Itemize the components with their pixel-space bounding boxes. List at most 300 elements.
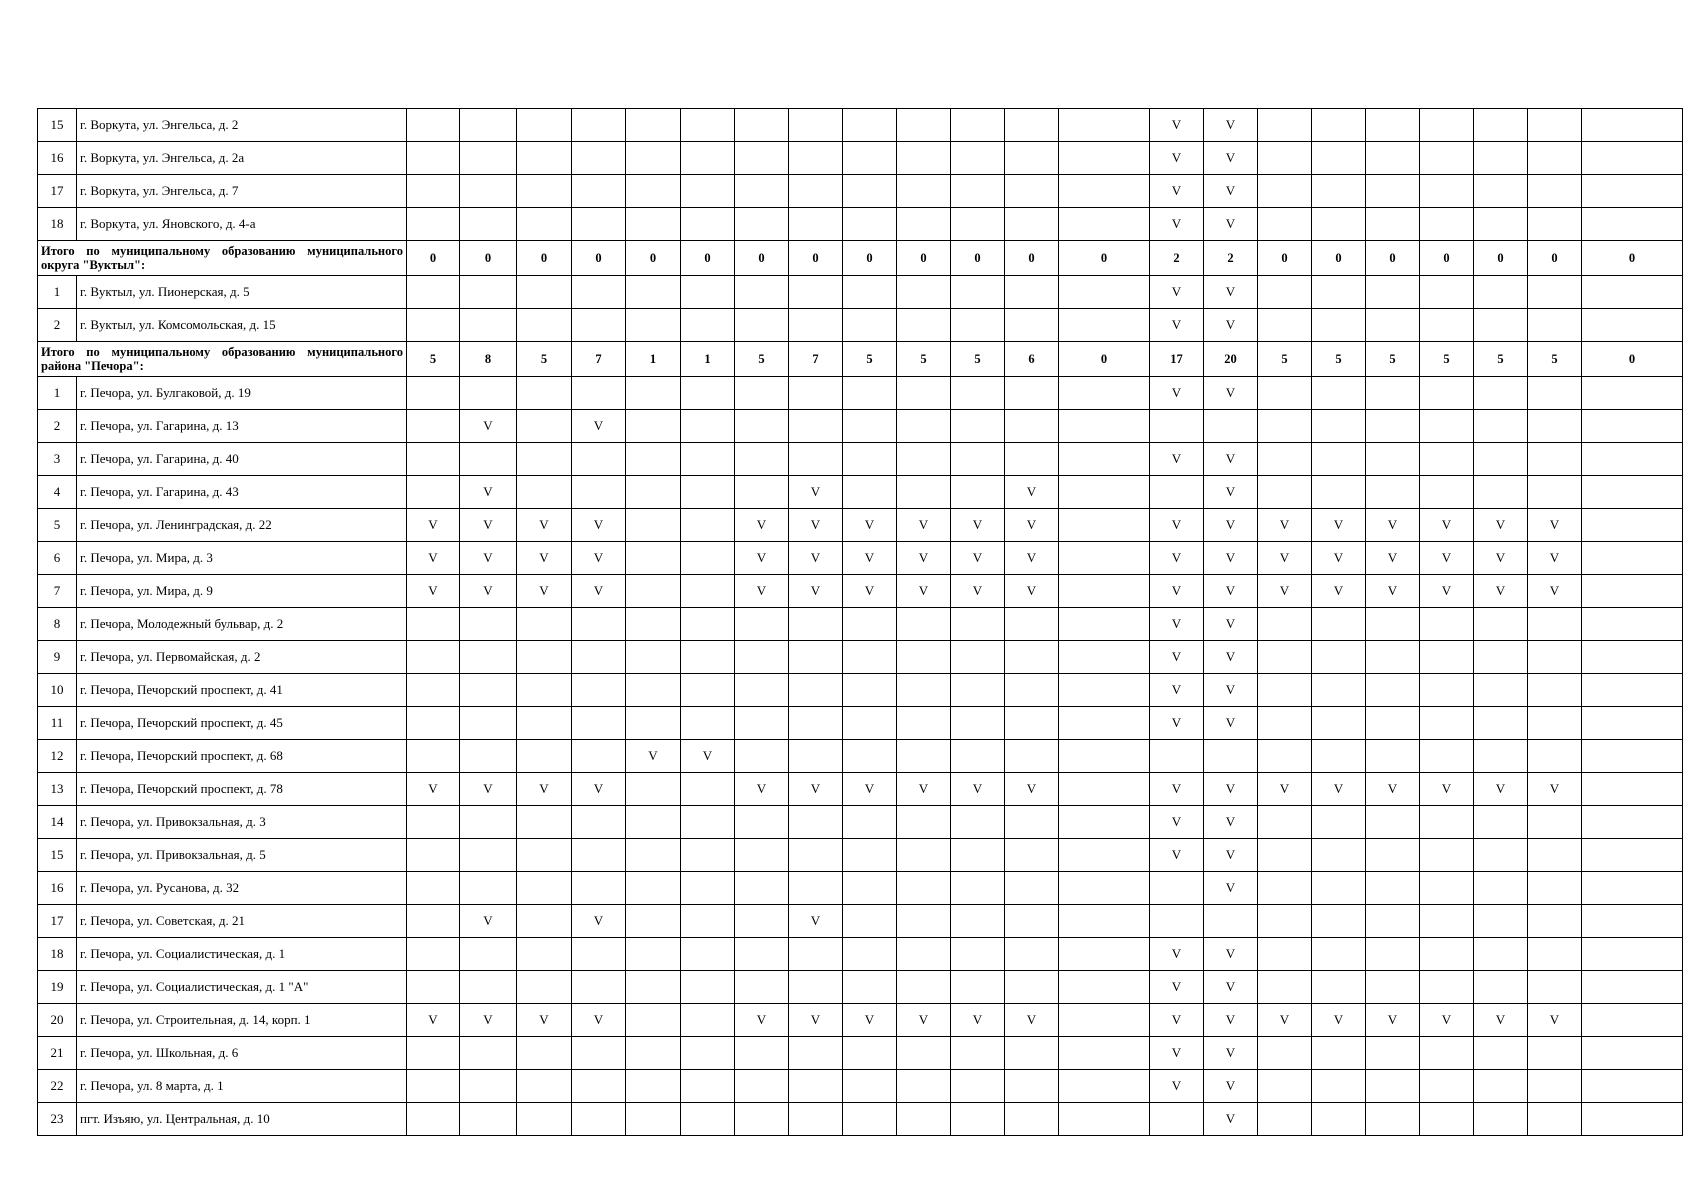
empty-cell <box>1474 1103 1528 1136</box>
empty-cell <box>517 1070 572 1103</box>
empty-cell <box>843 608 897 641</box>
empty-cell <box>1258 476 1312 509</box>
empty-cell <box>1312 377 1366 410</box>
total-value-cell: 0 <box>897 241 951 276</box>
mark-cell: V <box>1204 109 1258 142</box>
address-cell: г. Печора, ул. Ленинградская, д. 22 <box>77 509 407 542</box>
empty-cell <box>1312 608 1366 641</box>
empty-cell <box>735 872 789 905</box>
mark-cell: V <box>1474 773 1528 806</box>
mark-cell: V <box>1150 707 1204 740</box>
empty-cell <box>843 674 897 707</box>
empty-cell <box>572 872 626 905</box>
mark-cell: V <box>1474 542 1528 575</box>
empty-cell <box>1366 377 1420 410</box>
mark-cell: V <box>1150 806 1204 839</box>
mark-cell: V <box>735 1004 789 1037</box>
mark-cell: V <box>681 740 735 773</box>
empty-cell <box>626 276 681 309</box>
empty-cell <box>1059 1070 1150 1103</box>
table-row <box>38 1070 1683 1103</box>
empty-cell <box>1366 443 1420 476</box>
empty-cell <box>1420 707 1474 740</box>
empty-cell <box>897 377 951 410</box>
empty-cell <box>1258 276 1312 309</box>
empty-cell <box>626 142 681 175</box>
mark-cell: V <box>789 509 843 542</box>
empty-cell <box>1312 938 1366 971</box>
empty-cell <box>517 476 572 509</box>
empty-cell <box>1420 1037 1474 1070</box>
empty-cell <box>572 1070 626 1103</box>
empty-cell <box>1366 938 1420 971</box>
mark-cell: V <box>1150 938 1204 971</box>
empty-cell <box>517 806 572 839</box>
empty-cell <box>681 443 735 476</box>
empty-cell <box>1005 806 1059 839</box>
empty-cell <box>1059 905 1150 938</box>
mark-cell: V <box>407 1004 460 1037</box>
empty-cell <box>681 309 735 342</box>
mark-cell: V <box>1204 641 1258 674</box>
total-label: Итого по муниципальному образованию муниципального округа "Вуктыл": <box>38 241 407 276</box>
empty-cell <box>517 410 572 443</box>
empty-cell <box>517 208 572 241</box>
table-row <box>38 608 1683 641</box>
empty-cell <box>1528 1037 1582 1070</box>
empty-cell <box>1312 276 1366 309</box>
total-value-cell: 0 <box>1528 241 1582 276</box>
empty-cell <box>897 276 951 309</box>
empty-cell <box>626 806 681 839</box>
empty-cell <box>1059 276 1150 309</box>
empty-cell <box>1312 476 1366 509</box>
empty-cell <box>1005 707 1059 740</box>
empty-cell <box>626 575 681 608</box>
mark-cell: V <box>572 509 626 542</box>
total-value-cell: 0 <box>843 241 897 276</box>
address-cell: г. Печора, Печорский проспект, д. 78 <box>77 773 407 806</box>
empty-cell <box>897 1037 951 1070</box>
empty-cell <box>1528 1103 1582 1136</box>
empty-cell <box>626 707 681 740</box>
empty-cell <box>1059 707 1150 740</box>
row-number: 17 <box>38 905 77 938</box>
total-value-cell: 5 <box>897 342 951 377</box>
empty-cell <box>681 377 735 410</box>
empty-cell <box>951 443 1005 476</box>
empty-cell <box>1258 309 1312 342</box>
total-value-cell: 0 <box>407 241 460 276</box>
empty-cell <box>789 1037 843 1070</box>
empty-cell <box>1258 109 1312 142</box>
empty-cell <box>1366 707 1420 740</box>
empty-cell <box>1528 839 1582 872</box>
empty-cell <box>1366 905 1420 938</box>
empty-cell <box>897 905 951 938</box>
empty-cell <box>1258 608 1312 641</box>
empty-cell <box>572 1103 626 1136</box>
mark-cell: V <box>1474 509 1528 542</box>
total-value-cell: 0 <box>1059 241 1150 276</box>
empty-cell <box>843 872 897 905</box>
empty-cell <box>1366 276 1420 309</box>
empty-cell <box>1366 476 1420 509</box>
empty-cell <box>1059 476 1150 509</box>
empty-cell <box>1312 109 1366 142</box>
empty-cell <box>897 410 951 443</box>
empty-cell <box>1258 410 1312 443</box>
row-number: 23 <box>38 1103 77 1136</box>
empty-cell <box>843 971 897 1004</box>
empty-cell <box>1582 1004 1683 1037</box>
empty-cell <box>1005 410 1059 443</box>
empty-cell <box>1582 276 1683 309</box>
address-cell: г. Печора, Печорский проспект, д. 41 <box>77 674 407 707</box>
empty-cell <box>1420 276 1474 309</box>
empty-cell <box>789 1070 843 1103</box>
table-row <box>38 276 1683 309</box>
empty-cell <box>517 1037 572 1070</box>
empty-cell <box>843 276 897 309</box>
empty-cell <box>460 938 517 971</box>
empty-cell <box>789 971 843 1004</box>
mark-cell: V <box>572 410 626 443</box>
empty-cell <box>1528 276 1582 309</box>
empty-cell <box>572 641 626 674</box>
mark-cell: V <box>1150 608 1204 641</box>
empty-cell <box>1059 410 1150 443</box>
empty-cell <box>1150 905 1204 938</box>
empty-cell <box>517 443 572 476</box>
empty-cell <box>1059 740 1150 773</box>
total-value-cell: 5 <box>1474 342 1528 377</box>
total-value-cell: 5 <box>735 342 789 377</box>
empty-cell <box>1005 443 1059 476</box>
empty-cell <box>735 109 789 142</box>
empty-cell <box>1474 740 1528 773</box>
empty-cell <box>1474 377 1528 410</box>
mark-cell: V <box>1204 707 1258 740</box>
empty-cell <box>626 476 681 509</box>
address-cell: г. Вуктыл, ул. Пионерская, д. 5 <box>77 276 407 309</box>
mark-cell: V <box>407 575 460 608</box>
empty-cell <box>735 839 789 872</box>
empty-cell <box>1528 410 1582 443</box>
empty-cell <box>951 1070 1005 1103</box>
empty-cell <box>735 476 789 509</box>
empty-cell <box>1474 938 1528 971</box>
mark-cell: V <box>1150 377 1204 410</box>
empty-cell <box>1204 740 1258 773</box>
empty-cell <box>407 740 460 773</box>
empty-cell <box>572 806 626 839</box>
mark-cell: V <box>1150 1004 1204 1037</box>
mark-cell: V <box>789 773 843 806</box>
mark-cell: V <box>460 773 517 806</box>
empty-cell <box>1474 443 1528 476</box>
empty-cell <box>1474 208 1528 241</box>
mark-cell: V <box>843 542 897 575</box>
mark-cell: V <box>951 1004 1005 1037</box>
empty-cell <box>1420 608 1474 641</box>
mark-cell: V <box>626 740 681 773</box>
empty-cell <box>407 971 460 1004</box>
empty-cell <box>897 641 951 674</box>
empty-cell <box>626 208 681 241</box>
empty-cell <box>1474 476 1528 509</box>
empty-cell <box>1474 1037 1528 1070</box>
empty-cell <box>572 740 626 773</box>
address-cell: г. Печора, ул. Русанова, д. 32 <box>77 872 407 905</box>
empty-cell <box>1059 773 1150 806</box>
empty-cell <box>1204 905 1258 938</box>
empty-cell <box>572 175 626 208</box>
mark-cell: V <box>1204 1037 1258 1070</box>
mark-cell: V <box>407 509 460 542</box>
empty-cell <box>1005 938 1059 971</box>
empty-cell <box>1420 443 1474 476</box>
table-row <box>38 1103 1683 1136</box>
empty-cell <box>1420 208 1474 241</box>
total-value-cell: 0 <box>1366 241 1420 276</box>
row-number: 7 <box>38 575 77 608</box>
row-number: 11 <box>38 707 77 740</box>
mark-cell: V <box>460 542 517 575</box>
row-number: 22 <box>38 1070 77 1103</box>
empty-cell <box>626 905 681 938</box>
empty-cell <box>407 608 460 641</box>
empty-cell <box>843 175 897 208</box>
total-value-cell: 0 <box>1420 241 1474 276</box>
empty-cell <box>407 1103 460 1136</box>
empty-cell <box>1420 740 1474 773</box>
empty-cell <box>517 971 572 1004</box>
total-row <box>38 342 1683 377</box>
empty-cell <box>1528 608 1582 641</box>
empty-cell <box>843 806 897 839</box>
address-cell: пгт. Изъяю, ул. Центральная, д. 10 <box>77 1103 407 1136</box>
empty-cell <box>1312 905 1366 938</box>
empty-cell <box>1150 410 1204 443</box>
address-cell: г. Печора, ул. Привокзальная, д. 3 <box>77 806 407 839</box>
table-row <box>38 707 1683 740</box>
empty-cell <box>897 476 951 509</box>
empty-cell <box>1582 938 1683 971</box>
table-row <box>38 641 1683 674</box>
mark-cell: V <box>1528 773 1582 806</box>
address-cell: г. Печора, ул. Социалистическая, д. 1 "А" <box>77 971 407 1004</box>
empty-cell <box>843 377 897 410</box>
mark-cell: V <box>1312 575 1366 608</box>
empty-cell <box>1005 109 1059 142</box>
empty-cell <box>843 707 897 740</box>
total-value-cell: 1 <box>681 342 735 377</box>
address-cell: г. Воркута, ул. Яновского, д. 4-а <box>77 208 407 241</box>
empty-cell <box>1366 971 1420 1004</box>
empty-cell <box>1312 443 1366 476</box>
empty-cell <box>572 707 626 740</box>
mark-cell: V <box>951 509 1005 542</box>
empty-cell <box>1005 1070 1059 1103</box>
empty-cell <box>407 707 460 740</box>
empty-cell <box>626 1103 681 1136</box>
empty-cell <box>1059 443 1150 476</box>
empty-cell <box>1059 1103 1150 1136</box>
mark-cell: V <box>1204 839 1258 872</box>
empty-cell <box>1366 641 1420 674</box>
total-value-cell: 6 <box>1005 342 1059 377</box>
address-cell: г. Печора, ул. Привокзальная, д. 5 <box>77 839 407 872</box>
empty-cell <box>407 443 460 476</box>
empty-cell <box>1258 175 1312 208</box>
empty-cell <box>572 109 626 142</box>
empty-cell <box>572 608 626 641</box>
mark-cell: V <box>1005 542 1059 575</box>
empty-cell <box>681 971 735 1004</box>
empty-cell <box>681 276 735 309</box>
empty-cell <box>1258 377 1312 410</box>
empty-cell <box>681 608 735 641</box>
empty-cell <box>460 674 517 707</box>
empty-cell <box>460 872 517 905</box>
empty-cell <box>1150 872 1204 905</box>
empty-cell <box>407 309 460 342</box>
mark-cell: V <box>1005 509 1059 542</box>
empty-cell <box>1005 142 1059 175</box>
empty-cell <box>1528 938 1582 971</box>
empty-cell <box>843 1070 897 1103</box>
empty-cell <box>1366 175 1420 208</box>
mark-cell: V <box>789 1004 843 1037</box>
empty-cell <box>1366 109 1420 142</box>
total-value-cell: 17 <box>1150 342 1204 377</box>
total-value-cell: 0 <box>789 241 843 276</box>
mark-cell: V <box>1204 443 1258 476</box>
mark-cell: V <box>572 905 626 938</box>
empty-cell <box>1582 509 1683 542</box>
empty-cell <box>1582 806 1683 839</box>
empty-cell <box>517 377 572 410</box>
empty-cell <box>1582 575 1683 608</box>
empty-cell <box>951 905 1005 938</box>
empty-cell <box>1582 142 1683 175</box>
total-value-cell: 5 <box>1528 342 1582 377</box>
empty-cell <box>460 175 517 208</box>
mark-cell: V <box>1204 938 1258 971</box>
table-row <box>38 175 1683 208</box>
empty-cell <box>460 707 517 740</box>
row-number: 5 <box>38 509 77 542</box>
empty-cell <box>1312 1103 1366 1136</box>
empty-cell <box>1312 410 1366 443</box>
empty-cell <box>1312 142 1366 175</box>
empty-cell <box>572 674 626 707</box>
empty-cell <box>1059 938 1150 971</box>
empty-cell <box>407 806 460 839</box>
empty-cell <box>681 109 735 142</box>
table-row <box>38 476 1683 509</box>
address-cell: г. Печора, ул. 8 марта, д. 1 <box>77 1070 407 1103</box>
table-row <box>38 542 1683 575</box>
empty-cell <box>407 872 460 905</box>
empty-cell <box>1582 208 1683 241</box>
empty-cell <box>517 674 572 707</box>
empty-cell <box>843 443 897 476</box>
empty-cell <box>951 674 1005 707</box>
empty-cell <box>789 674 843 707</box>
empty-cell <box>1312 1037 1366 1070</box>
empty-cell <box>843 208 897 241</box>
empty-cell <box>951 938 1005 971</box>
empty-cell <box>735 443 789 476</box>
empty-cell <box>897 1103 951 1136</box>
empty-cell <box>897 142 951 175</box>
total-value-cell: 0 <box>1582 241 1683 276</box>
address-cell: г. Воркута, ул. Энгельса, д. 7 <box>77 175 407 208</box>
empty-cell <box>1528 1070 1582 1103</box>
empty-cell <box>789 641 843 674</box>
mark-cell: V <box>1204 175 1258 208</box>
address-cell: г. Печора, ул. Мира, д. 9 <box>77 575 407 608</box>
empty-cell <box>1059 1004 1150 1037</box>
empty-cell <box>681 142 735 175</box>
empty-cell <box>517 175 572 208</box>
total-value-cell: 5 <box>517 342 572 377</box>
total-value-cell: 0 <box>1582 342 1683 377</box>
mark-cell: V <box>843 509 897 542</box>
empty-cell <box>407 674 460 707</box>
row-number: 1 <box>38 377 77 410</box>
empty-cell <box>1474 410 1528 443</box>
empty-cell <box>1582 410 1683 443</box>
row-number: 21 <box>38 1037 77 1070</box>
mark-cell: V <box>1204 1070 1258 1103</box>
empty-cell <box>843 1037 897 1070</box>
empty-cell <box>572 443 626 476</box>
empty-cell <box>1059 575 1150 608</box>
empty-cell <box>1528 674 1582 707</box>
empty-cell <box>626 971 681 1004</box>
empty-cell <box>1474 905 1528 938</box>
empty-cell <box>1420 905 1474 938</box>
empty-cell <box>1474 806 1528 839</box>
mark-cell: V <box>460 410 517 443</box>
mark-cell: V <box>1474 575 1528 608</box>
empty-cell <box>1420 410 1474 443</box>
empty-cell <box>951 276 1005 309</box>
empty-cell <box>789 142 843 175</box>
empty-cell <box>517 109 572 142</box>
empty-cell <box>407 142 460 175</box>
mark-cell: V <box>1005 1004 1059 1037</box>
mark-cell: V <box>1204 377 1258 410</box>
mark-cell: V <box>1528 542 1582 575</box>
empty-cell <box>1059 542 1150 575</box>
total-value-cell: 5 <box>1312 342 1366 377</box>
total-value-cell: 0 <box>681 241 735 276</box>
empty-cell <box>1005 641 1059 674</box>
mark-cell: V <box>517 773 572 806</box>
empty-cell <box>626 175 681 208</box>
row-number: 1 <box>38 276 77 309</box>
mark-cell: V <box>897 773 951 806</box>
empty-cell <box>951 740 1005 773</box>
mark-cell: V <box>1366 542 1420 575</box>
mark-cell: V <box>1258 575 1312 608</box>
empty-cell <box>572 971 626 1004</box>
mark-cell: V <box>1150 109 1204 142</box>
